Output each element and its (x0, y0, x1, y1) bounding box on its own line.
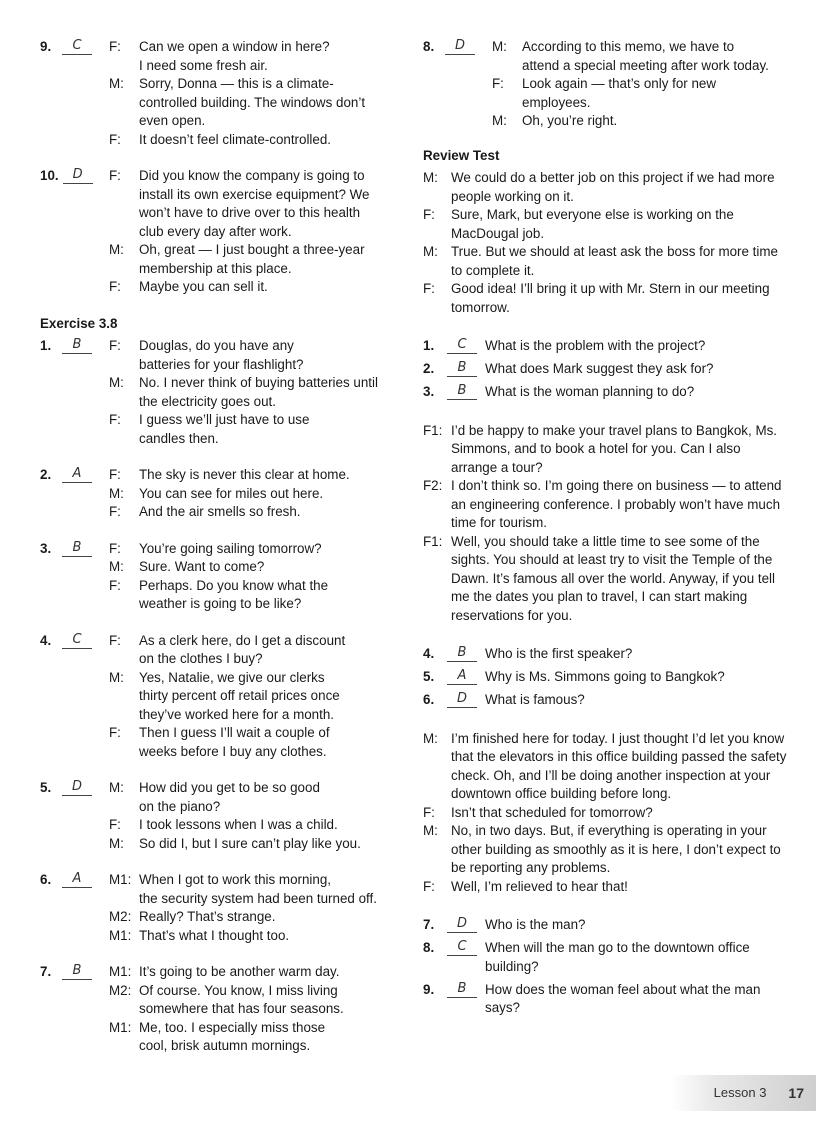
dialogue-text: According to this memo, we have to (522, 39, 735, 54)
speaker-label (109, 356, 139, 375)
speaker-label (109, 112, 139, 131)
dialogue-text: Well, I’m relieved to hear that! (451, 878, 628, 894)
item-number: 2. (40, 467, 52, 482)
dialogue-text: the electricity goes out. (139, 393, 276, 409)
dialogue-text: Isn’t that scheduled for tomorrow? (451, 804, 653, 820)
question-item (423, 691, 788, 710)
dialogue-line (109, 241, 390, 260)
exercise-item (40, 779, 390, 853)
dialogue-line (109, 112, 390, 131)
exercise-item (40, 963, 390, 1056)
dialogue-line (423, 206, 788, 243)
item-number-block (40, 167, 109, 297)
dialogue-line (109, 871, 390, 890)
speaker-label (109, 650, 139, 669)
dialogue-text: How did you get to be so good (139, 780, 320, 795)
speaker-label: F: (109, 168, 121, 183)
dialogue-text: Sure, Mark, but everyone else is working on the MacDougal job. (451, 207, 734, 241)
dialogue-lines (109, 38, 390, 149)
exercise-items-group (40, 38, 390, 297)
dialogue-line (109, 577, 390, 596)
handwritten-answer: C (62, 38, 92, 55)
question-text: How does the woman feel about what the man says? (485, 981, 761, 1015)
dialogue-line (109, 223, 390, 242)
speaker-label: M2: (109, 909, 132, 924)
handwritten-answer: A (447, 668, 477, 685)
dialogue-text: You’re going sailing tomorrow? (139, 540, 322, 556)
question-number: 8. (423, 940, 435, 955)
item-number: 3. (40, 540, 52, 556)
dialogue-lines (109, 167, 390, 297)
handwritten-answer: C (447, 337, 477, 354)
dialogue-text: We could do a better job on this project if we had more people working on it. (451, 170, 775, 204)
dialogue-text: It’s going to be another warm day. (139, 964, 340, 979)
exercise-item (423, 38, 788, 131)
dialogue-text: Maybe you can sell it. (139, 279, 268, 294)
exercise-item (40, 871, 390, 945)
speaker-label (109, 223, 139, 242)
item-number: 6. (40, 872, 52, 887)
dialogue-text: candles then. (139, 430, 219, 446)
question-text: What does Mark suggest they ask for? (485, 361, 714, 376)
question-item (423, 337, 788, 356)
speaker-label (109, 1000, 139, 1019)
speaker-label (109, 186, 139, 205)
dialogue-line (109, 1037, 390, 1056)
dialogue-line (109, 595, 390, 614)
dialogue-text: thirty percent off retail prices once (139, 688, 340, 703)
speaker-label: F: (109, 412, 121, 427)
dialogue-lines (109, 632, 390, 762)
dialogue-line (109, 186, 390, 205)
dialogue-text: Oh, great — I just bought a three-year (139, 242, 365, 257)
speaker-label: M: (423, 244, 438, 259)
dialogue-line (109, 816, 390, 835)
dialogue-line (109, 1019, 390, 1038)
question-item (423, 383, 788, 402)
question-number: 9. (423, 981, 435, 997)
dialogue-text: Really? That’s strange. (139, 909, 276, 924)
dialogue-text: Oh, you’re right. (522, 113, 618, 128)
speaker-label: M: (109, 835, 124, 851)
dialogue-line (109, 706, 390, 725)
dialogue-text: As a clerk here, do I get a discount (139, 632, 346, 648)
speaker-label: F: (423, 207, 435, 222)
dialogue-text: controlled building. The windows don’t (139, 94, 366, 110)
speaker-label: M2: (109, 982, 132, 998)
dialogue-lines (109, 779, 390, 853)
speaker-label (109, 393, 139, 412)
dialogue-line (423, 169, 788, 206)
item-number-block (40, 963, 109, 1056)
page-number: 17 (788, 1084, 804, 1101)
question-number: 3. (423, 384, 435, 399)
question-text: When will the man go to the downtown office building? (485, 940, 750, 974)
speaker-label: M: (423, 170, 438, 185)
question-item (423, 645, 788, 664)
dialogue-line (423, 477, 788, 533)
dialogue-2 (423, 422, 788, 626)
dialogue-lines (109, 466, 390, 522)
handwritten-answer: D (447, 691, 477, 708)
dialogue-line (109, 927, 390, 946)
item-number-block (40, 540, 109, 614)
item-number-block (40, 871, 109, 945)
dialogue-text: When I got to work this morning, (139, 872, 332, 887)
dialogue-line (109, 260, 390, 279)
handwritten-answer: B (62, 963, 92, 980)
dialogue-line (423, 822, 788, 878)
dialogue-text: membership at this place. (139, 260, 292, 276)
speaker-label: F: (109, 467, 121, 482)
dialogue-line (109, 337, 390, 356)
dialogue-text: won’t have to drive over to this health (139, 205, 361, 220)
questions-1 (423, 337, 788, 402)
dialogue-text: Look again — that’s only for new (522, 76, 717, 91)
dialogue-line (423, 422, 788, 478)
dialogue-text: Sorry, Donna — this is a climate- (139, 76, 334, 91)
handwritten-answer: C (447, 939, 477, 956)
exercise-item (40, 540, 390, 614)
dialogue-text: on the clothes I buy? (139, 651, 263, 666)
speaker-label: M: (109, 485, 124, 501)
speaker-label: F: (109, 540, 121, 556)
question-item (423, 360, 788, 379)
item-number-block (40, 337, 109, 448)
dialogue-line (109, 890, 390, 909)
dialogue-line (109, 650, 390, 669)
dialogue-text: That’s what I thought too. (139, 927, 290, 943)
dialogue-text: I took lessons when I was a child. (139, 817, 338, 832)
dialogue-line (109, 540, 390, 559)
speaker-label (109, 204, 139, 223)
dialogue-text: Perhaps. Do you know what the (139, 577, 329, 593)
dialogue-line (109, 204, 390, 223)
dialogue-line (423, 533, 788, 626)
dialogue-line (109, 1000, 390, 1019)
dialogue-line (492, 112, 788, 131)
dialogue-text: The sky is never this clear at home. (139, 467, 350, 482)
item-number-block (40, 779, 109, 853)
speaker-label (109, 743, 139, 762)
dialogue-text: I don’t think so. I’m going there on business — to attend an engineering conference. I probably won’t have much time for tourism. (451, 478, 782, 530)
question-item (423, 981, 788, 1018)
dialogue-text: I’d be happy to make your travel plans to Bangkok, Ms. Simmons, and to book a hotel for you. Can I also arrange a tour? (451, 422, 778, 475)
speaker-label: F: (423, 804, 435, 820)
speaker-label (109, 57, 139, 76)
question-text: What is the problem with the project? (485, 338, 706, 353)
dialogue-line (109, 278, 390, 297)
speaker-label: M: (109, 375, 124, 390)
dialogue-line (109, 38, 390, 57)
dialogue-text: No. I never think of buying batteries until (139, 375, 378, 390)
speaker-label: M: (109, 669, 124, 685)
dialogue-lines (109, 963, 390, 1056)
dialogue-line (109, 687, 390, 706)
item-number-block (40, 632, 109, 762)
review-test-heading: Review Test (423, 147, 500, 163)
dialogue-line (109, 669, 390, 688)
speaker-label: F: (109, 338, 121, 353)
speaker-label (109, 94, 139, 113)
exercise-item-8 (423, 38, 788, 131)
dialogue-line (109, 485, 390, 504)
handwritten-answer: D (63, 167, 93, 184)
dialogue-text: weather is going to be like? (139, 596, 302, 611)
speaker-label: M1: (109, 964, 132, 979)
item-number-block (40, 466, 109, 522)
question-item (423, 916, 788, 935)
dialogue-text: they’ve worked here for a month. (139, 706, 335, 722)
page-footer (671, 1075, 816, 1111)
handwritten-answer: B (447, 645, 477, 662)
dialogue-text: the security system had been turned off. (139, 890, 377, 906)
speaker-label: M: (109, 242, 124, 257)
speaker-label: F: (109, 131, 121, 147)
handwritten-answer: D (445, 38, 475, 55)
dialogue-line (109, 724, 390, 743)
dialogue-text: Did you know the company is going to (139, 168, 365, 183)
dialogue-text: I guess we’ll just have to use (139, 412, 310, 427)
handwritten-answer: B (447, 383, 477, 400)
handwritten-answer: A (62, 466, 92, 483)
question-item (423, 939, 788, 976)
dialogue-text: Good idea! I’ll bring it up with Mr. Stern in our meeting tomorrow. (451, 281, 770, 315)
question-number: 1. (423, 338, 435, 353)
dialogue-line (109, 908, 390, 927)
speaker-label: F: (109, 577, 121, 593)
question-text: Why is Ms. Simmons going to Bangkok? (485, 669, 725, 684)
dialogue-text: Sure. Want to come? (139, 559, 265, 574)
exercise-item (40, 38, 390, 149)
speaker-label: F: (109, 632, 121, 648)
exercise-item (40, 337, 390, 448)
dialogue-line (109, 466, 390, 485)
question-number: 4. (423, 646, 435, 661)
exercise-3-8-items (40, 337, 390, 1056)
question-number: 7. (423, 917, 435, 932)
dialogue-line (109, 982, 390, 1001)
dialogue-text: Of course. You know, I miss living (139, 982, 338, 998)
dialogue-line (109, 131, 390, 150)
dialogue-line (109, 393, 390, 412)
dialogue-text: install its own exercise equipment? We (139, 186, 370, 202)
question-number: 6. (423, 692, 435, 707)
speaker-label: F1: (423, 422, 443, 438)
question-item (423, 668, 788, 687)
dialogue-text: Douglas, do you have any (139, 338, 294, 353)
item-number: 9. (40, 39, 52, 54)
speaker-label: F: (423, 281, 435, 296)
dialogue-text: Can we open a window in here? (139, 39, 330, 54)
item-number-block (40, 38, 109, 149)
speaker-label (109, 798, 139, 817)
item-number: 10. (40, 168, 59, 183)
speaker-label: M: (492, 39, 507, 54)
dialogue-text: even open. (139, 113, 206, 128)
speaker-label: M1: (109, 872, 132, 887)
dialogue-text: Then I guess I’ll wait a couple of (139, 725, 330, 740)
dialogue-text: I’m finished here for today. I just thought I’d let you know that the elevators in this office building passed the safety check. Oh, and I’ll be doing another inspection at your downtown office building before long. (451, 730, 787, 801)
handwritten-answer: A (62, 871, 92, 888)
item-number: 8. (423, 39, 435, 54)
dialogue-text: True. But we should at least ask the boss for more time to complete it. (451, 244, 778, 278)
speaker-label: F: (423, 878, 435, 894)
dialogue-line (109, 57, 390, 76)
speaker-label (109, 706, 139, 725)
dialogue-line (109, 430, 390, 449)
dialogue-line (492, 94, 788, 113)
speaker-label (109, 595, 139, 614)
dialogue-text: And the air smells so fresh. (139, 504, 301, 519)
dialogue-line (109, 632, 390, 651)
speaker-label: F: (492, 76, 504, 91)
speaker-label: F: (109, 279, 121, 294)
item-number: 4. (40, 632, 52, 648)
dialogue-line (423, 243, 788, 280)
item-number-block (423, 38, 492, 131)
handwritten-answer: B (62, 337, 92, 354)
speaker-label: M: (109, 559, 124, 574)
dialogue-lines (492, 38, 788, 131)
dialogue-line (492, 75, 788, 94)
exercise-item (40, 167, 390, 297)
dialogue-line (423, 804, 788, 823)
exercise-item (40, 466, 390, 522)
speaker-label: F2: (423, 478, 443, 493)
dialogue-text: attend a special meeting after work today. (522, 57, 769, 73)
questions-3 (423, 916, 788, 1018)
dialogue-line (109, 963, 390, 982)
speaker-label (109, 260, 139, 279)
exercise-item (40, 632, 390, 762)
lesson-label: Lesson 3 (713, 1084, 767, 1100)
speaker-label (109, 890, 139, 909)
dialogue-line (109, 558, 390, 577)
dialogue-line (109, 75, 390, 94)
question-number: 5. (423, 669, 435, 684)
dialogue-line (423, 730, 788, 804)
speaker-label (492, 94, 522, 113)
speaker-label (109, 687, 139, 706)
dialogue-line (109, 835, 390, 854)
speaker-label: F: (109, 725, 121, 740)
item-number: 5. (40, 780, 52, 795)
dialogue-line (423, 878, 788, 897)
dialogue-line (109, 411, 390, 430)
question-text: What is famous? (485, 692, 585, 707)
dialogue-text: weeks before I buy any clothes. (139, 743, 327, 759)
speaker-label: M: (492, 113, 507, 128)
dialogue-text: batteries for your flashlight? (139, 356, 304, 372)
handwritten-answer: B (447, 360, 477, 377)
handwritten-answer: B (62, 540, 92, 557)
dialogue-line (109, 167, 390, 186)
dialogue-line (109, 798, 390, 817)
dialogue-text: on the piano? (139, 798, 221, 814)
dialogue-line (492, 57, 788, 76)
speaker-label (492, 57, 522, 76)
dialogue-line (109, 743, 390, 762)
dialogue-lines (109, 871, 390, 945)
dialogue-text: So did I, but I sure can’t play like you. (139, 835, 361, 851)
handwritten-answer: B (447, 981, 477, 998)
dialogue-text: club every day after work. (139, 223, 292, 239)
speaker-label (109, 430, 139, 449)
item-number: 1. (40, 338, 52, 353)
dialogue-line (109, 779, 390, 798)
dialogue-text: It doesn’t feel climate-controlled. (139, 131, 332, 147)
right-column (423, 38, 788, 1038)
dialogue-text: Me, too. I especially miss those (139, 1019, 326, 1035)
speaker-label: F: (109, 817, 121, 832)
dialogue-text: cool, brisk autumn mornings. (139, 1038, 311, 1053)
speaker-label: F1: (423, 533, 443, 549)
dialogue-text: No, in two days. But, if everything is operating in your other building as smoothly as it is here, I don’t expect to be reporting any problems. (451, 823, 781, 875)
item-number: 7. (40, 964, 52, 979)
dialogue-text: Yes, Natalie, we give our clerks (139, 669, 325, 685)
speaker-label: M: (423, 823, 438, 838)
dialogue-text: somewhere that has four seasons. (139, 1001, 344, 1016)
dialogue-lines (109, 540, 390, 614)
speaker-label: M1: (109, 927, 132, 943)
dialogue-text: employees. (522, 94, 591, 110)
speaker-label: F: (109, 39, 121, 54)
question-text: Who is the first speaker? (485, 646, 633, 661)
dialogue-text: Well, you should take a little time to see some of the sights. You should at least try to visit the Temple of the Dawn. It’s famous all over the world. Anyway, if you tell me the dates you plan to travel, I can start making reservations for you. (451, 533, 775, 623)
dialogue-text: You can see for miles out here. (139, 485, 324, 501)
dialogue-text: I need some fresh air. (139, 57, 268, 73)
handwritten-answer: D (62, 779, 92, 796)
speaker-label: M: (109, 780, 124, 795)
dialogue-lines (109, 337, 390, 448)
dialogue-line (492, 38, 788, 57)
question-text: Who is the man? (485, 917, 586, 932)
question-number: 2. (423, 361, 435, 376)
dialogue-line (109, 94, 390, 113)
speaker-label (109, 1037, 139, 1056)
questions-2 (423, 645, 788, 710)
left-column (40, 38, 390, 1074)
speaker-label: M1: (109, 1019, 132, 1035)
dialogue-line (109, 356, 390, 375)
speaker-label: F: (109, 504, 121, 519)
dialogue-1 (423, 169, 788, 317)
dialogue-line (109, 374, 390, 393)
speaker-label: M: (423, 730, 438, 746)
dialogue-line (109, 503, 390, 522)
exercise-heading: Exercise 3.8 (40, 315, 118, 331)
speaker-label: M: (109, 76, 124, 91)
handwritten-answer: D (447, 916, 477, 933)
handwritten-answer: C (62, 632, 92, 649)
dialogue-3 (423, 730, 788, 897)
question-text: What is the woman planning to do? (485, 384, 695, 399)
dialogue-line (423, 280, 788, 317)
